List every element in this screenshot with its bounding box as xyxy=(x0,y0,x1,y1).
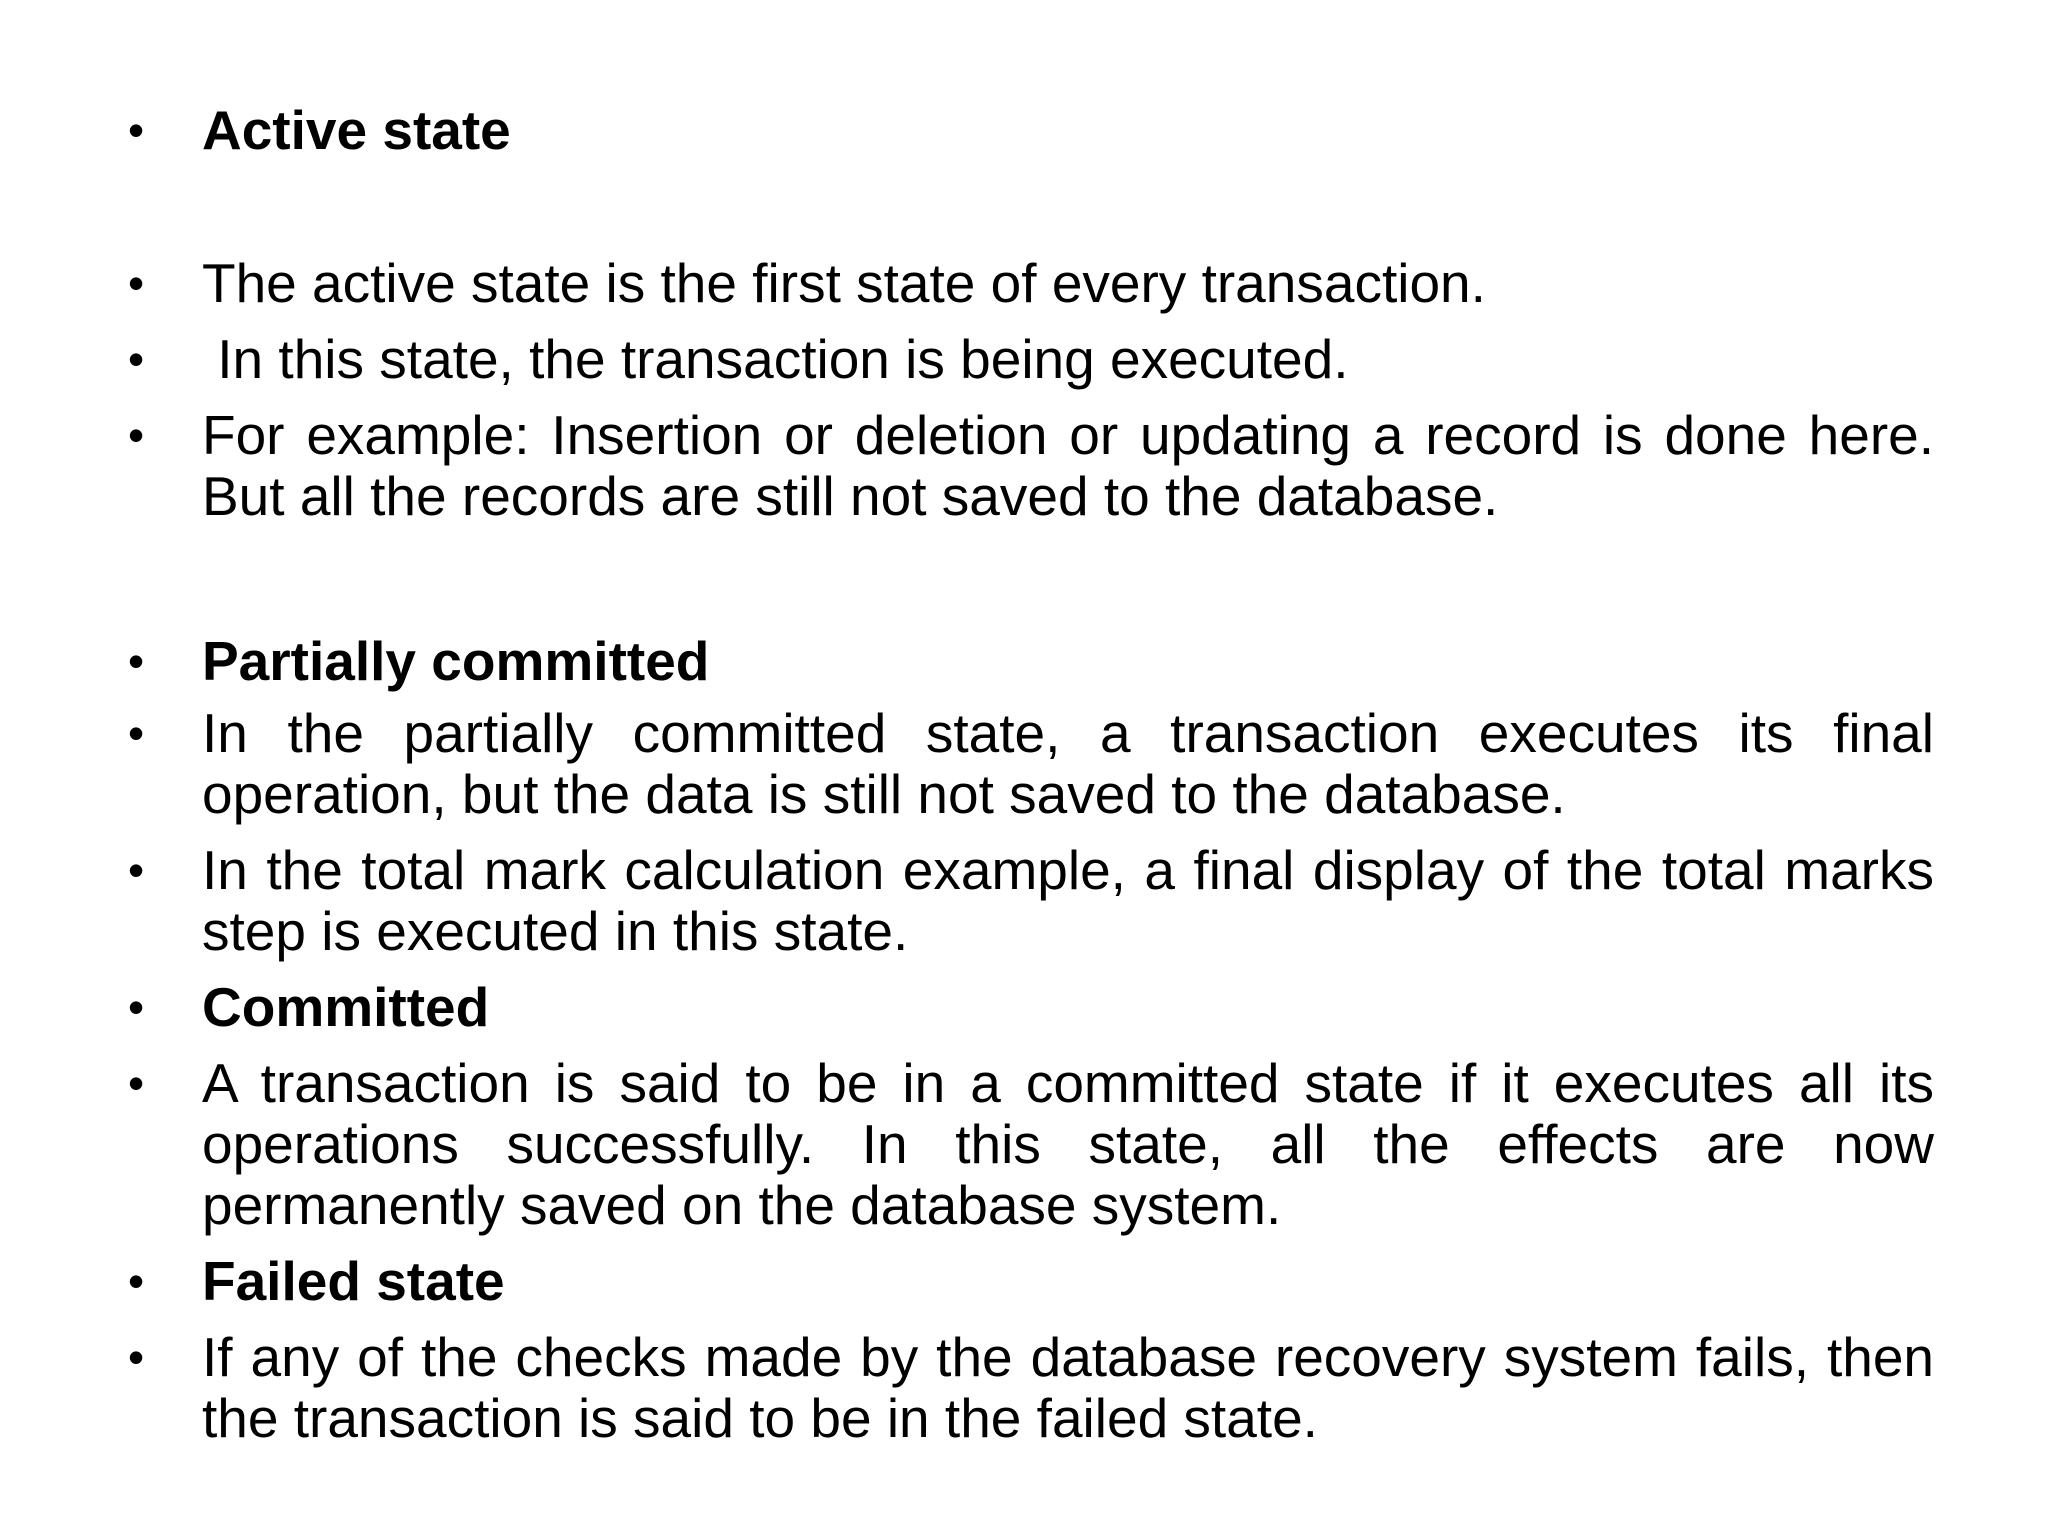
bullet-text: Partially committed xyxy=(202,630,710,692)
bullet-dot-icon: • xyxy=(128,1255,145,1307)
bullet-item xyxy=(120,253,1934,314)
bullet-dot-icon: • xyxy=(128,635,145,687)
bullet-dot-icon: • xyxy=(128,1331,145,1383)
bullet-heading-partially-committed xyxy=(120,631,1934,692)
bullet-dot-icon: • xyxy=(128,981,145,1033)
bullet-text: Failed state xyxy=(202,1250,505,1312)
bullet-text: In the total mark calculation example, a final display of the total marks step is executed in this state. xyxy=(202,839,1934,962)
bullet-text: The active state is the first state of every transaction. xyxy=(202,252,1486,314)
bullet-dot-icon: • xyxy=(128,844,145,896)
bullet-list xyxy=(120,100,1934,1449)
bullet-text: If any of the checks made by the database recovery system fails, then the transaction is said to be in the failed state. xyxy=(202,1326,1934,1449)
bullet-text: For example: Insertion or deletion or updating a record is done here. But all the records are still not saved to the database. xyxy=(202,404,1934,527)
bullet-item xyxy=(120,703,1934,825)
bullet-text: In the partially committed state, a transaction executes its final operation, but the data is still not saved to the database. xyxy=(202,702,1934,825)
bullet-item xyxy=(120,840,1934,962)
bullet-dot-icon: • xyxy=(128,333,145,385)
bullet-dot-icon: • xyxy=(128,257,145,309)
bullet-dot-icon: • xyxy=(128,409,145,461)
bullet-item xyxy=(120,1327,1934,1449)
bullet-dot-icon: • xyxy=(128,104,145,156)
bullet-dot-icon: • xyxy=(128,1057,145,1109)
bullet-heading-failed-state xyxy=(120,1251,1934,1312)
bullet-item xyxy=(120,405,1934,527)
bullet-text: Active state xyxy=(202,99,511,161)
bullet-item xyxy=(120,1053,1934,1236)
bullet-text: In this state, the transaction is being executed. xyxy=(202,328,1349,390)
bullet-text: A transaction is said to be in a committed state if it executes all its operations successfully. In this state, all the effects are now permanently saved on the database system. xyxy=(202,1052,1934,1236)
bullet-heading-committed xyxy=(120,977,1934,1038)
bullet-item xyxy=(120,329,1934,390)
bullet-dot-icon: • xyxy=(128,707,145,759)
bullet-heading-active-state xyxy=(120,100,1934,161)
bullet-text: Committed xyxy=(202,976,490,1038)
